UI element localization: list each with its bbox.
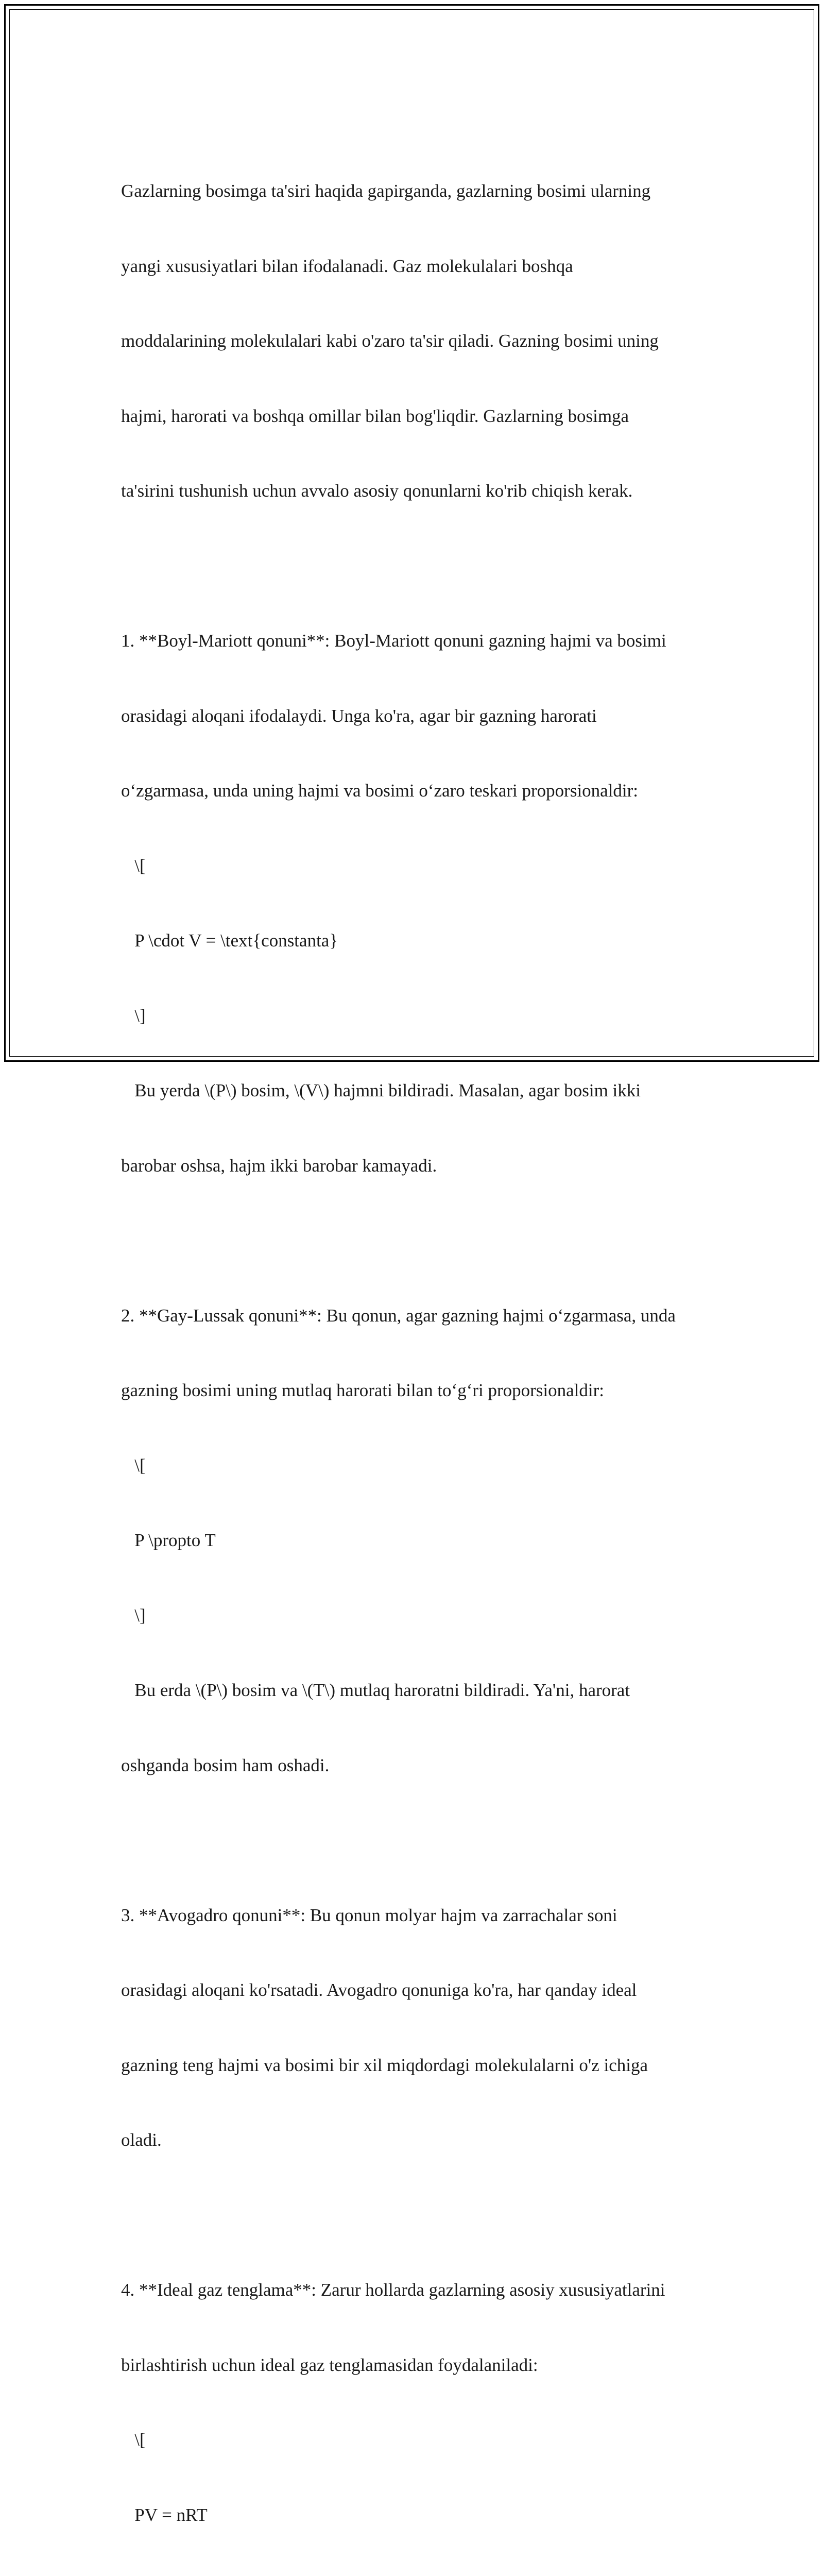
blank-line xyxy=(121,1828,713,1853)
text-line: 4. **Ideal gaz tenglama**: Zarur hollarda gazlarning asosiy xususiyatlarini xyxy=(121,2280,665,2300)
formula-line: PV = nRT xyxy=(121,2504,208,2525)
text-line: 2. **Gay-Lussak qonuni**: Bu qonun, agar gazning hajmi o‘zgarmasa, unda xyxy=(121,1305,676,1326)
formula-line: \] xyxy=(121,1005,146,1026)
text-line: Gazlarning bosimga ta'siri haqida gapirganda, gazlarning bosimi ularning xyxy=(121,181,651,201)
text-line: Bu yerda \(P\) bosim, \(V\) hajmni bildiradi. Masalan, agar bosim ikki xyxy=(121,1080,641,1100)
text-line: oladi. xyxy=(121,2130,162,2150)
text-line: orasidagi aloqani ifodalaydi. Unga ko'ra, agar bir gazning harorati xyxy=(121,705,597,726)
formula-line: \[ xyxy=(121,855,146,876)
text-line: hajmi, harorati va boshqa omillar bilan bog'liqdir. Gazlarning bosimga xyxy=(121,405,629,426)
text-line: 3. **Avogadro qonuni**: Bu qonun molyar hajm va zarrachalar soni xyxy=(121,1905,617,1925)
text-line: moddalarining molekulalari kabi o'zaro ta'sir qiladi. Gazning bosimi uning xyxy=(121,331,659,351)
formula-line: \[ xyxy=(121,1455,146,1476)
text-line: gazning bosimi uning mutlaq harorati bilan to‘g‘ri proporsionaldir: xyxy=(121,1380,605,1400)
text-line: birlashtirish uchun ideal gaz tenglamasidan foydalaniladi: xyxy=(121,2354,538,2375)
text-line: barobar oshsa, hajm ikki barobar kamayadi. xyxy=(121,1155,437,1176)
text-line: yangi xususiyatlari bilan ifodalanadi. Gaz molekulalari boshqa xyxy=(121,256,573,276)
text-line: o‘zgarmasa, unda uning hajmi va bosimi o‘zaro teskari proporsionaldir: xyxy=(121,781,639,801)
text-line: orasidagi aloqani ko'rsatadi. Avogadro qonuniga ko'ra, har qanday ideal xyxy=(121,1980,637,2000)
text-line: gazning teng hajmi va bosimi bir xil miqdordagi molekulalarni o'z ichiga xyxy=(121,2055,648,2075)
formula-line: \] xyxy=(121,1605,146,1625)
text-line: ta'sirini tushunish uchun avvalo asosiy qonunlarni ko'rib chiqish kerak. xyxy=(121,481,633,501)
formula-line: P \cdot V = \text{constanta} xyxy=(121,930,338,951)
text-line: Bu erda \(P\) bosim va \(T\) mutlaq haroratni bildiradi. Ya'ni, harorat xyxy=(121,1680,630,1700)
formula-line: P \propto T xyxy=(121,1530,216,1550)
blank-line xyxy=(121,2203,713,2228)
blank-line xyxy=(121,554,713,579)
blank-line xyxy=(121,1228,713,1253)
document-body xyxy=(121,129,713,2576)
text-line: 1. **Boyl-Mariott qonuni**: Boyl-Mariott qonuni gazning hajmi va bosimi xyxy=(121,631,666,651)
formula-line: \[ xyxy=(121,2430,146,2450)
text-line: oshganda bosim ham oshadi. xyxy=(121,1755,330,1775)
